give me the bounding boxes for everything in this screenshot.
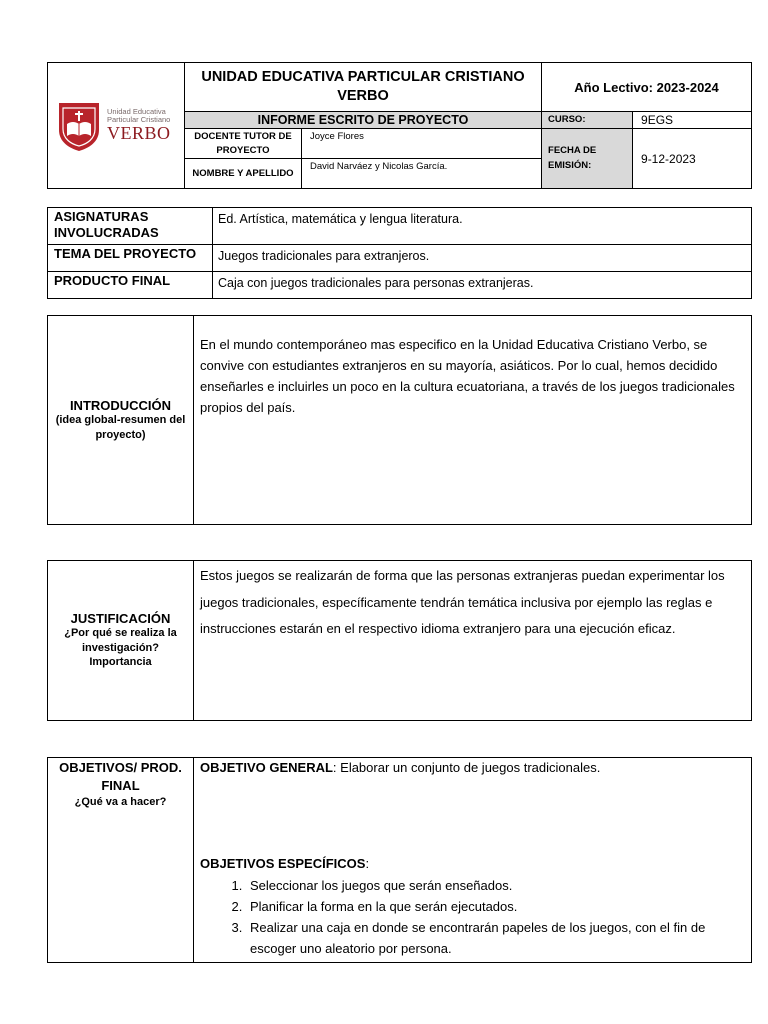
list-item: 1. Seleccionar los juegos que serán enseñados. [246, 875, 745, 896]
report-title: INFORME ESCRITO DE PROYECTO [185, 112, 542, 129]
general-objective-label: OBJETIVO GENERAL [200, 760, 333, 775]
topic-label: TEMA DEL PROYECTO [48, 245, 213, 272]
justification-subtitle: ¿Por qué se realiza la investigación? Importancia [64, 626, 177, 669]
introduction-heading [48, 316, 194, 525]
introduction-section [47, 315, 752, 525]
project-info-table [47, 207, 752, 299]
specific-objectives-colon: : [365, 856, 370, 871]
specific-objectives-heading [200, 855, 745, 873]
list-item: 2. Planificar la forma en la que serán ejecutados. [246, 896, 745, 917]
introduction-subtitle: (idea global-resumen del proyecto) [55, 413, 186, 441]
header-table [47, 62, 752, 189]
objectives-content [194, 758, 752, 963]
shield-icon [56, 100, 102, 152]
specific-objectives-list [200, 875, 745, 959]
name-value: David Narváez y Nicolas García. [302, 159, 542, 189]
logo-line-2: Particular Cristiano [107, 115, 171, 125]
product-label: PRODUCTO FINAL [48, 272, 213, 299]
objectives-subtitle: ¿Qué va a hacer? [74, 796, 167, 809]
subjects-value: Ed. Artística, matemática y lengua literatura. [213, 208, 752, 245]
teacher-value: Joyce Flores [302, 129, 542, 159]
date-value: 9-12-2023 [633, 129, 752, 189]
logo-line-3: VERBO [107, 122, 171, 143]
logo-line-1: Unidad Educativa [107, 107, 166, 117]
list-item: 3. Realizar una caja en donde se encontrarán papeles de los juegos, con el fin de escoger uno aleatorio por persona. [246, 917, 745, 959]
justification-heading [48, 561, 194, 721]
subjects-label: ASIGNATURAS INVOLUCRADAS [48, 208, 213, 245]
justification-title: JUSTIFICACIÓN [70, 610, 171, 626]
justification-section [47, 560, 752, 721]
introduction-title: INTRODUCCIÓN [69, 397, 172, 413]
name-label: NOMBRE Y APELLIDO [185, 159, 302, 189]
school-logo [48, 100, 184, 152]
logo-cell [48, 63, 185, 189]
objectives-heading [48, 758, 194, 963]
specific-objectives-label: OBJETIVOS ESPECÍFICOS [200, 856, 366, 871]
date-label: FECHA DE EMISIÓN: [542, 129, 633, 189]
teacher-label: DOCENTE TUTOR DE PROYECTO [185, 129, 302, 159]
objectives-title: OBJETIVOS/ PROD. FINAL [59, 760, 182, 794]
course-label: CURSO: [542, 112, 633, 129]
topic-value: Juegos tradicionales para extranjeros. [213, 245, 752, 272]
school-name: UNIDAD EDUCATIVA PARTICULAR CRISTIANO VERBO [185, 63, 542, 112]
justification-text: Estos juegos se realizarán de forma que las personas extranjeras puedan experimentar los juegos tradicionales, específicamente tendrán temática inclusiva por ejemplo las reglas e instrucciones estarán en el respectivo idioma extranjero para una ejecución eficaz. [194, 561, 752, 721]
general-objective [200, 759, 745, 777]
general-objective-text: : Elaborar un conjunto de juegos tradicionales. [332, 760, 601, 775]
objectives-section [47, 757, 752, 963]
academic-year: Año Lectivo: 2023-2024 [542, 63, 752, 112]
introduction-text: En el mundo contemporáneo mas especifico en la Unidad Educativa Cristiano Verbo, se convive con estudiantes extranjeros en su mayoría, asiáticos. Por lo cual, hemos decidido enseñarles e incluirles un poco en la cultura ecuatoriana, a través de los juegos tradicionales propios del país. [194, 316, 752, 525]
course-value: 9EGS [633, 112, 752, 129]
product-value: Caja con juegos tradicionales para personas extranjeras. [213, 272, 752, 299]
